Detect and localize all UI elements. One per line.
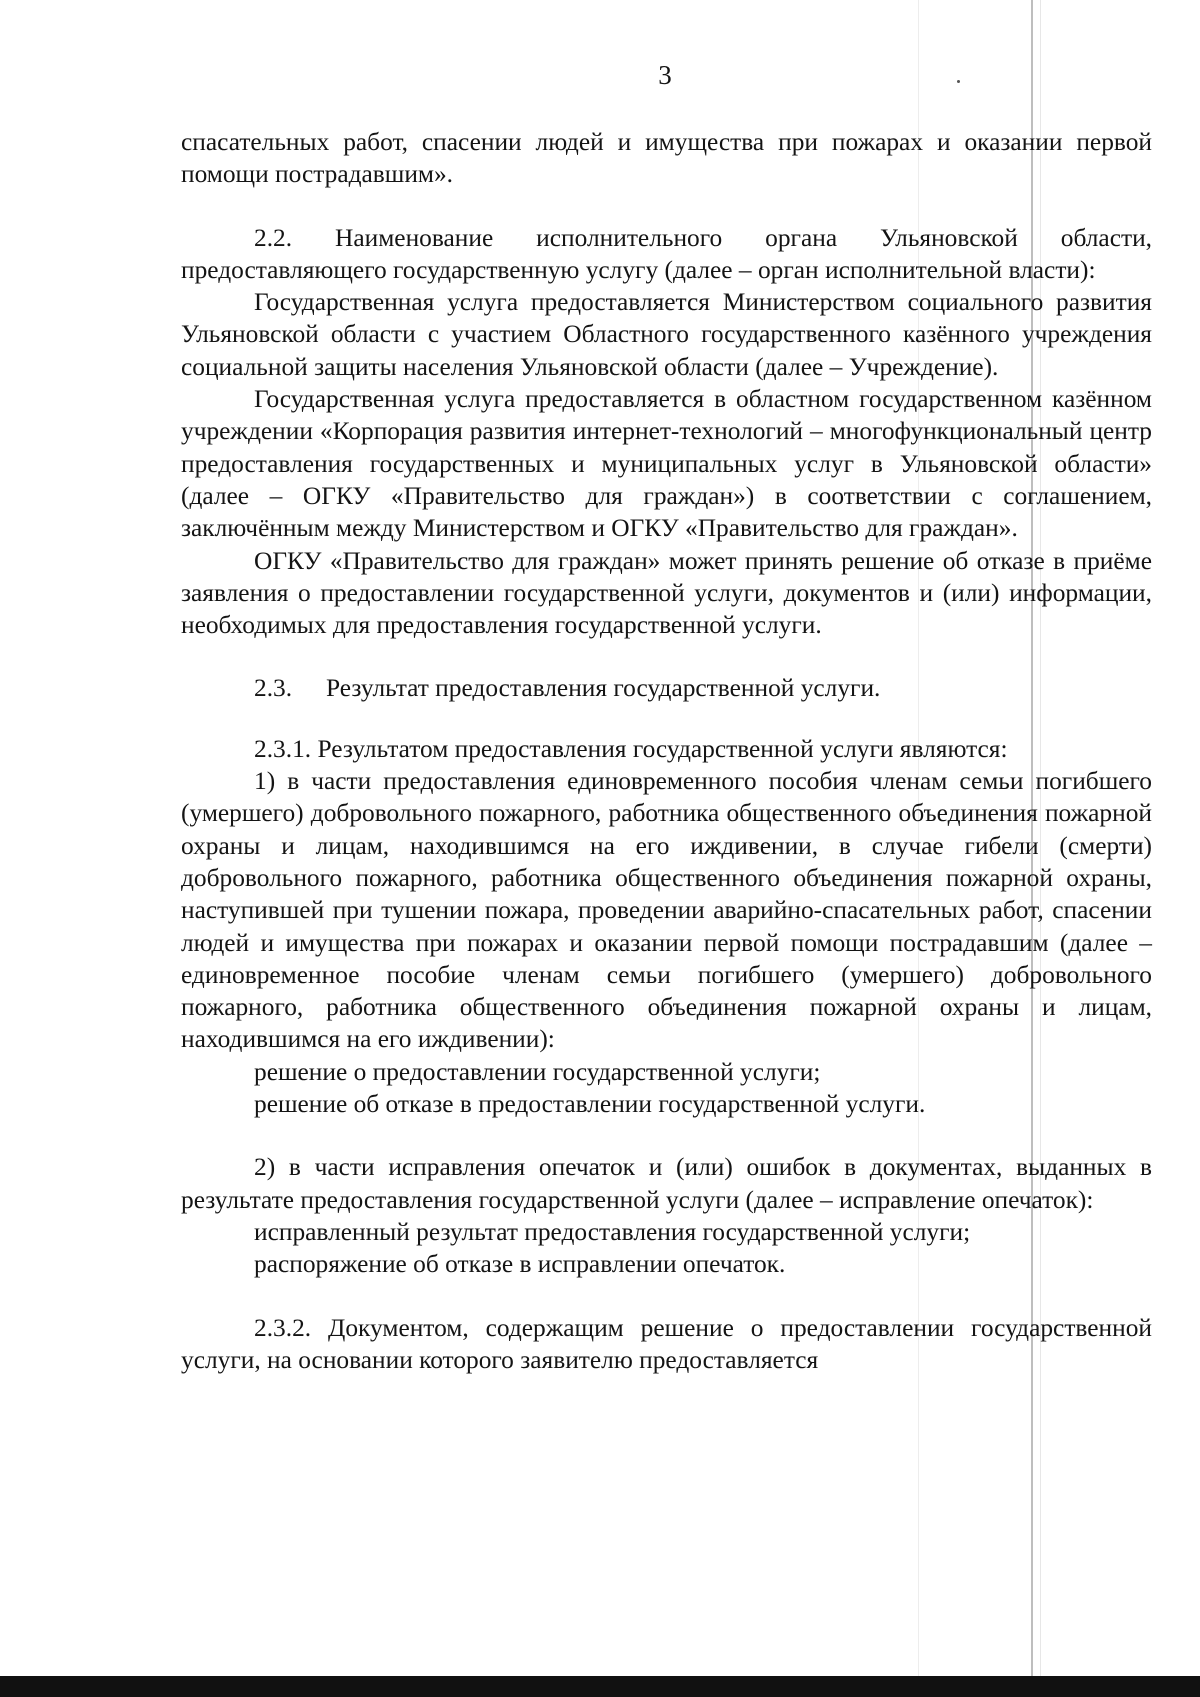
page-number: 3 xyxy=(658,60,672,90)
subsection-2-3-1: 2.3.1. Результатом предоставления государственной услуги являются: xyxy=(254,734,1008,763)
paragraph: Государственная услуга предоставляется в областном государственном казённом учреждении «Корпорация развития интернет-технологий – многофункциональный центр предоставления государственных и муниципальных услуг в Ульяновской области» (далее – ОГКУ «Правительство для граждан») в соответствии с соглашением, заключённым между Министерством и ОГКУ «Правительство для граждан». xyxy=(181,385,1152,543)
list-item: 2) в части исправления опечаток и (или) ошибок в документах, выданных в результате предоставления государственной услуги (далее – исправление опечаток): xyxy=(181,1153,1152,1214)
section-number: 2.3. xyxy=(254,674,293,703)
scan-border-bottom xyxy=(0,1676,1200,1697)
list-item: решение о предоставлении государственной услуги; xyxy=(254,1057,821,1086)
list-item: распоряжение об отказе в исправлении опечаток. xyxy=(254,1250,786,1279)
document-body xyxy=(181,126,1152,1376)
list-item: решение об отказе в предоставлении государственной услуги. xyxy=(254,1090,926,1119)
subsection-2-3-2: 2.3.2. Документом, содержащим решение о предоставлении государственной услуги, на основании которого заявителю предоставляется xyxy=(181,1313,1152,1374)
list-item: исправленный результат предоставления государственной услуги; xyxy=(254,1217,971,1246)
list-item: 1) в части предоставления единовременного пособия членам семьи погибшего (умершего) добровольного пожарного, работника общественного объединения пожарной охраны и лицам, находившимся на его иждивении, в случае гибели (смерти) добровольного пожарного, работника общественного объединения пожарной охраны, наступившей при тушении пожара, проведении аварийно-спасательных работ, спасении людей и имущества при пожарах и оказании первой помощи пострадавшим (далее – единовременное пособие членам семьи погибшего (умершего) добровольного пожарного, работника общественного объединения пожарной охраны и лицам, находившимся на его иждивении): xyxy=(181,767,1152,1054)
paragraph: Государственная услуга предоставляется Министерством социального развития Ульяновской области с участием Областного государственного казённого учреждения социальной защиты населения Ульяновской области (далее – Учреждение). xyxy=(181,288,1152,381)
section-2-2-heading: 2.2. Наименование исполнительного органа Ульяновской области, предоставляющего государственную услугу (далее – орган исполнительной власти): xyxy=(181,223,1152,284)
section-title: Результат предоставления государственной услуги. xyxy=(326,674,881,703)
section-2-3-heading xyxy=(181,672,1152,704)
paragraph-continuation: спасательных работ, спасении людей и имущества при пожарах и оказании первой помощи пострадавшим». xyxy=(181,128,1152,189)
paragraph: ОГКУ «Правительство для граждан» может принять решение об отказе в приёме заявления о предоставлении государственной услуги, документов и (или) информации, необходимых для предоставления государственной услуги. xyxy=(181,546,1152,640)
